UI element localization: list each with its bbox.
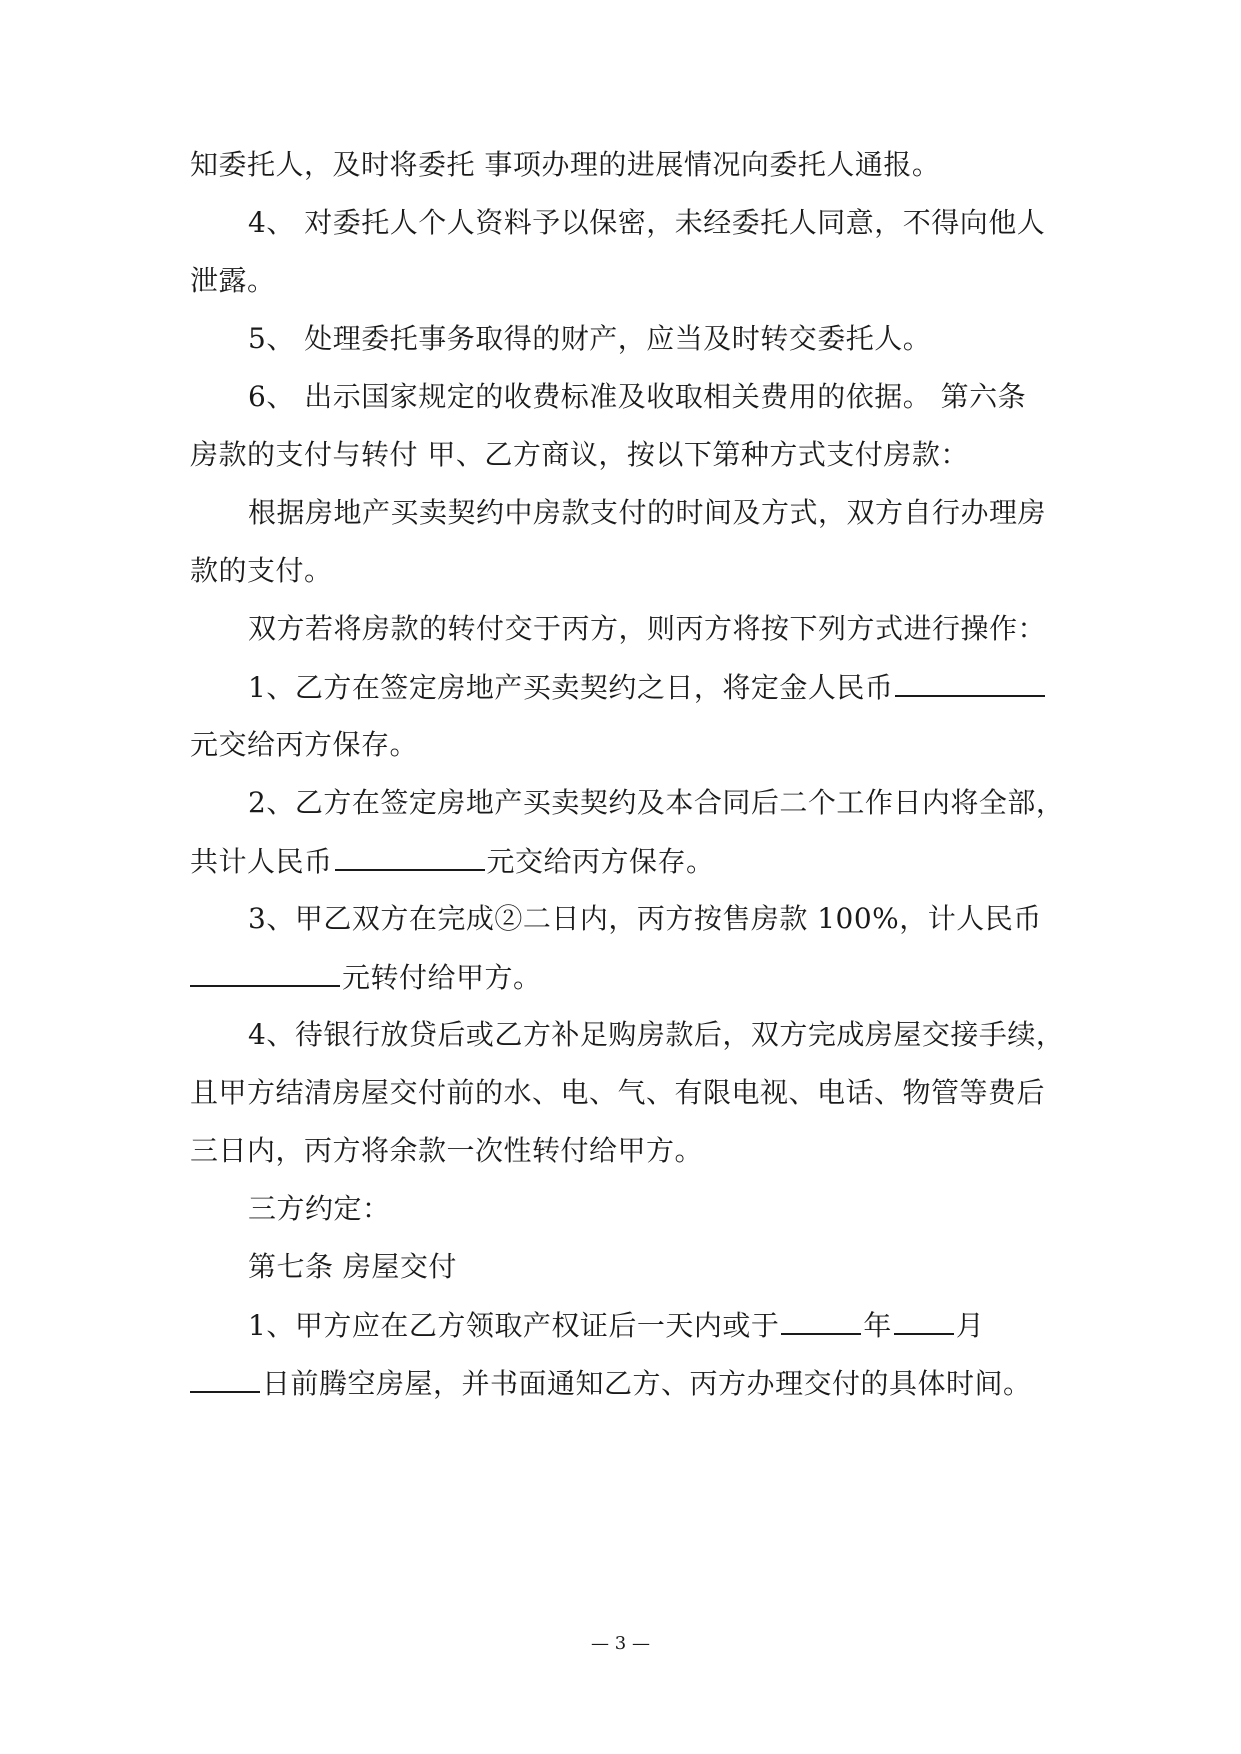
- text-line: [248, 901, 1042, 937]
- text-line-content: 4、待银行放贷后或乙方补足购房款后，双方完成房屋交接手续，: [248, 1018, 1065, 1051]
- text-line: [190, 843, 715, 879]
- text-line-content: 根据房地产买卖契约中房款支付的时间及方式，双方自行办理房: [248, 496, 1047, 529]
- text-line: [248, 785, 1064, 821]
- text-line-content: 元交给丙方保存。: [486, 845, 715, 878]
- text-line-content: 月: [955, 1309, 985, 1342]
- text-line-content: 4、 对委托人个人资料予以保密，未经委托人同意，不得向他人: [248, 206, 1046, 239]
- text-line: [248, 495, 1046, 531]
- text-line-content: 三方约定：: [248, 1192, 391, 1225]
- text-line-content: 6、 出示国家规定的收费标准及收取相关费用的依据。 第六条: [248, 380, 1027, 413]
- text-line: [248, 205, 1045, 241]
- text-line-content: 日前腾空房屋，并书面通知乙方、丙方办理交付的具体时间。: [262, 1367, 1032, 1400]
- text-line: [190, 1075, 1045, 1111]
- text-line-content: 双方若将房款的转付交于丙方，则丙方将按下列方式进行操作：: [248, 612, 1047, 645]
- text-line-content: 元转付给甲方。: [342, 961, 542, 994]
- text-line-content: 泄露。: [190, 264, 276, 297]
- text-line-content: 房款的支付与转付 甲、乙方商议，按以下第种方式支付房款：: [190, 438, 969, 471]
- text-line: [190, 437, 969, 473]
- text-line: [190, 1365, 1032, 1401]
- text-line: [190, 959, 542, 995]
- fill-in-blank: [190, 959, 340, 987]
- fill-in-blank: [781, 1307, 861, 1335]
- fill-in-blank: [894, 1307, 954, 1335]
- text-line: [248, 1307, 984, 1343]
- section-heading: [248, 1249, 457, 1285]
- text-line: [190, 147, 940, 183]
- text-line-content: 2、乙方在签定房地产买卖契约及本合同后二个工作日内将全部，: [248, 786, 1065, 819]
- text-line-content: 且甲方结清房屋交付前的水、电、气、有限电视、电话、物管等费后: [190, 1076, 1046, 1109]
- text-line-content: 5、 处理委托事务取得的财产，应当及时转交委托人。: [248, 322, 932, 355]
- text-line: [190, 727, 418, 763]
- text-line-content: 三日内，丙方将余款一次性转付给甲方。: [190, 1134, 704, 1167]
- text-line-content: 3、甲乙双方在完成②二日内，丙方按售房款 100%，计人民币: [248, 902, 1042, 935]
- fill-in-blank: [190, 1365, 260, 1393]
- text-line-content: 知委托人，及时将委托 事项办理的进展情况向委托人通报。: [190, 148, 941, 181]
- text-line: [248, 1017, 1064, 1053]
- fill-in-blank: [335, 843, 485, 871]
- section-heading-text: 第七条 房屋交付: [248, 1250, 457, 1283]
- text-line: [248, 611, 1046, 647]
- text-line-content: 元交给丙方保存。: [190, 728, 419, 761]
- text-line: [248, 321, 931, 357]
- text-line: [190, 263, 276, 299]
- text-line: [190, 553, 333, 589]
- text-line: [190, 1133, 703, 1169]
- text-line: [248, 669, 1047, 705]
- text-line-content: 共计人民币: [190, 845, 333, 878]
- text-line-content: 1、乙方在签定房地产买卖契约之日，将定金人民币: [248, 671, 894, 704]
- text-line-content: 1、甲方应在乙方领取产权证后一天内或于: [248, 1309, 780, 1342]
- page-number: — 3 —: [591, 1633, 650, 1654]
- text-line: [248, 1191, 391, 1227]
- text-line-content: 款的支付。: [190, 554, 333, 587]
- text-line-content: 年: [863, 1309, 892, 1342]
- text-line: [248, 379, 1026, 415]
- fill-in-blank: [895, 669, 1045, 697]
